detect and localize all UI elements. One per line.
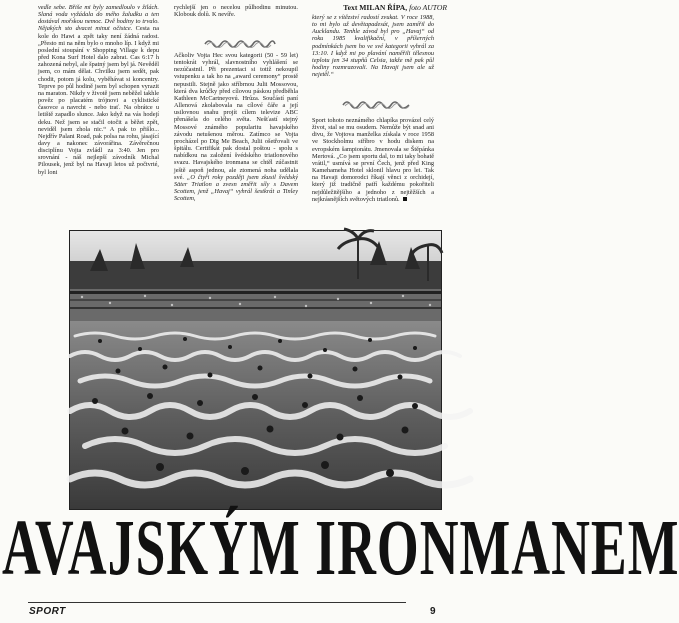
race-start-photo bbox=[69, 230, 442, 510]
col1-italic-text: vedle sebe. Břiše mi byly zamedloulo v žilách. Slaná voda vyžádala do mého žaludku a ten dostával mořskou nemoc. Dvě hodiny to trvalo. Nějakých sto dvacet minut očistce. bbox=[38, 4, 159, 33]
wave-ornament-icon bbox=[205, 38, 275, 46]
col3-body-text: Sport tohoto neznámého chlapíka provázel celý život, stal se mu osudem. Nemůže být snad ani divu, že Vojtova manželka získala v roce 1958 ve Stockholmu stříbro v hodu diskem na evropském šampionátu. Jmenovala se Štěpánka Mertová. „Co jsem sportu dal, to mi taky bohatě vrátil,“ usmívá se první Čech, jenž před King Kamehameha Hotel sklonil hlavu pro lei. Tak na Havaji domorodci říkají věnci z orchidejí, který již tradičně patří každému pokořiteli nejdůležitějšího a jednoho z nejtěžších a nejkrásnějších světových triatlonů. bbox=[312, 117, 434, 203]
col3-top-text: který se z vítězství radostí zvukat. V roce 1988, to mi bylo už devětapadesát, jsem zamířil do Aucklandu. Tenhle závod byl pro „Havaj“ od roku 1985 kvalifikační, v příšerných podmínkách jsem ho ve své kategorii vyhrál za 13:10. I když mi po plavání naměřili tělesnou teplotu jen 34 stupňů Celsia, takže mě pak půl hodiny rozmrazovali. Na Havaji jsem ale už nejetěl.“ bbox=[312, 14, 434, 79]
col2-body-text: Ačkoliv Vojta Hec svou kategorii (50 - 59 let) tentokrát vyhrál, slavnostního vyhlášení se nezúčastnil. Při prezentaci si totiž nekoupil vstupenku a tak ho na „award ceremony“ prostě nepustili. Stejně jako stříbrnou Julii Mossovou, která dva krůčky před cílovou páskou předběhla Kathleen McCartneyovú. Hrůza. Součástí paní Allenová zkolabovala na cílové čáře a její usilovnou snahu projít cílem televize ABC přenášela do celého světa. Nešťastí stejný Mossové známého popularitu havajského závodu netušenou měrou. Zatímco se Vojta procházel po Dig Me Beach, Julii ošetřovali ve špitálu. Certifikát pak dostal poštou - spolu s nabídkou na založení švédského triatlonového svazu. Havajského ironmana se chtěl zúčastnit ještě aspoň jednou, ale ztomená noha udělala své. bbox=[174, 52, 298, 181]
col1-tail-text: A pak to přišlo... Nejdřív Palani Road, pak polsa na rohu, jásající davy a nakonec závorářina. Závěrečnou disciplínu Vojta zvládl za 3:40. Jen pro srovnání - náš nejlepší závodník Michal Pilousek, jenž byl na Havaji letos už počtvrté, byl loni bbox=[38, 125, 159, 176]
article-column-2-body bbox=[174, 52, 298, 202]
headline-text: AVAJSKÝM IRONMANEM bbox=[2, 505, 679, 592]
headline bbox=[0, 505, 679, 592]
swim-start-image bbox=[70, 231, 441, 509]
wave-ornament-icon bbox=[343, 99, 409, 107]
end-mark-icon bbox=[403, 197, 407, 201]
col2-top-text: rychlejší jen o necelou půlhodinu minutou. Klobouk dolů. K nevíře. bbox=[174, 4, 298, 19]
author-credit: Text MILAN ŘÍPA, bbox=[343, 3, 410, 12]
photo-credit: foto AUTOR bbox=[409, 3, 447, 12]
article-column-1 bbox=[38, 4, 159, 176]
article-column-2 bbox=[174, 4, 298, 18]
page-number: 9 bbox=[430, 606, 436, 617]
col2-quote-text: „O čtyři roky později jsem zkusil švédský Säter Triatlon a zvesn změřit síly s Davem Scottem, jenž „Havaj“ vyhrál šestkrát a Tinley Scottem, bbox=[174, 173, 299, 203]
footer-divider bbox=[28, 602, 406, 603]
article-column-3-body bbox=[312, 117, 434, 203]
byline bbox=[313, 3, 447, 12]
magazine-logo: SPORT bbox=[29, 606, 66, 617]
article-column-3 bbox=[312, 14, 434, 78]
col1-text: Cesta na kole do Hawi a zpět taky není žádná radost. „Přesto mi na něm bylo o mnoho líp. I když mi poslední stoupání v Shopping Village k depu před Kona Surf Hotel dalo zabrat. Cas 6:17 h zahozená nebyl, ale špatný jsem byl já. Nevěděl jsem, co mám dělat. Chvilku jsem sedět, pak chodit, potom já kolu, vyběhávat si koncentry. Teprve po půl hodině jsem byl schopen vyrazit na maraton. Nikdy v životě jsem neběžel takhle pověz po placatém trójnovi a cyklistické časovce a navrcht - nebo trať. Na obrátce u letiště zapadlo slunce. Jako když na vás hodejí deku. Než jsem se stačil otočit a běžet zpět, neviděl jsem zhola nic.“ bbox=[38, 25, 159, 133]
